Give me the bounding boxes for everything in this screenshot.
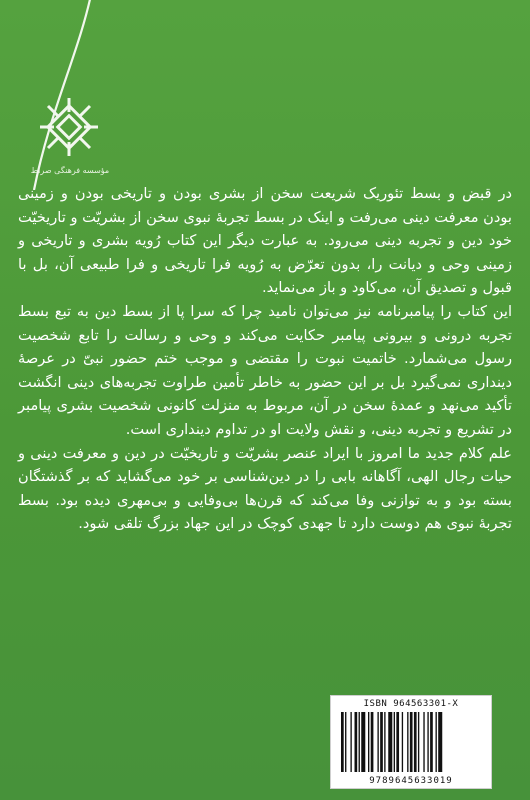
isbn-label: ISBN 964563301-X <box>363 699 459 709</box>
barcode-icon <box>339 712 483 772</box>
back-cover-text <box>18 182 512 536</box>
paragraph-2: این کتاب را پیامبرنامه نیز می‌توان نامید چرا که سرا پا از بسط دین به تبع بسط تجربه درونی و بیرونی پیامبر حکایت می‌کند و وحی و رسالت را تابع شخصیت رسول می‌شمارد. خاتمیت نبوت را مقتضی و موجب ختم حضور نبیّ در عرصهٔ دینداری نمی‌گیرد بل بر این حضور به خاطر تأمین طراوت تجربه‌های دینی انگشت تأکید می‌نهد و عمدهٔ سخن در آن، مربوط به منزلت کانونی شخصیت بشری پیامبر در تشریع و تجربه دینی، و نقش ولایت او در تداوم دینداری است. <box>18 302 512 438</box>
barcode-panel <box>330 695 492 789</box>
barcode-number: 9789645633019 <box>369 776 453 786</box>
publisher-logo-icon <box>34 92 104 162</box>
paragraph-1: در قبض و بسط تئوریک شریعت سخن از بشری بودن و تاریخی بودن و زمینی بودن معرفت دینی می‌رفت و اینک در بسط تجربهٔ نبوی سخن از بشریّت و تاریخیّت خود دین و تجربه دینی می‌رود. به عبارت دیگر این کتاب رُویه بشری و تاریخی و زمینی وحی و دیانت را، بدون تعرّض به رُویه فرا تاریخی و فرا طبیعی آن، بل با قبول و تصدیق آن، می‌کاود و باز می‌نماید. <box>18 185 512 297</box>
paragraph-3: علم کلام جدید ما امروز با ایراد عنصر بشریّت و تاریخیّت در دین و معرفت دینی و حیات رجال الهی، آگاهانه بابی را در دین‌شناسی بر خود می‌گشاید که بر گذشتگان بسته بود و به توازنی وفا می‌کند که قرن‌ها بی‌وفایی و بی‌مهری دیده بود. بسط تجربهٔ نبوی هم دوست دارد تا جهدی کوچک در این جهاد بزرگ تلقی شود. <box>18 444 512 533</box>
publisher-name: مؤسسه فرهنگی صراط <box>30 166 110 175</box>
